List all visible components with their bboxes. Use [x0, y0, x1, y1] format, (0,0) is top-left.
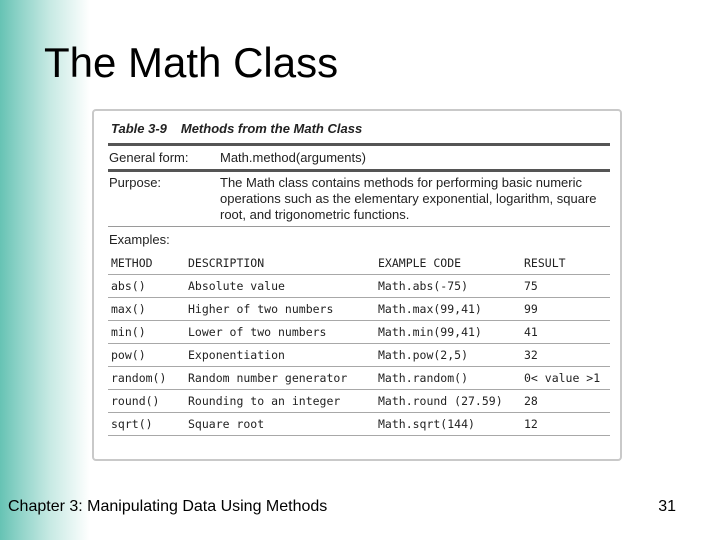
table-caption-title: Methods from the Math Class: [180, 121, 363, 136]
row-description: Exponentiation: [188, 348, 285, 362]
row-example-code: Math.random(): [378, 371, 469, 385]
row-method: random(): [111, 371, 167, 385]
row-description: Higher of two numbers: [188, 302, 334, 316]
examples-label: Examples:: [109, 232, 170, 247]
row-description: Lower of two numbers: [188, 325, 327, 339]
row-result: 99: [524, 302, 538, 316]
header-result: RESULT: [524, 256, 566, 270]
row-result: 28: [524, 394, 538, 408]
table-caption: [111, 121, 362, 136]
row-method: round(): [111, 394, 160, 408]
row-description: Rounding to an integer: [188, 394, 341, 408]
purpose-rule: [108, 226, 610, 227]
table-row: [108, 367, 610, 390]
table-row: [108, 344, 610, 367]
header-method: METHOD: [111, 256, 153, 270]
row-result: 0< value >1: [524, 371, 601, 385]
general-form-value: Math.method(arguments): [220, 150, 366, 165]
slide-footer: Chapter 3: Manipulating Data Using Methods: [8, 498, 328, 515]
row-rule: [108, 435, 610, 436]
row-example-code: Math.max(99,41): [378, 302, 482, 316]
table-row: [108, 321, 610, 344]
slide-page-number: 31: [658, 498, 676, 515]
table-row: [108, 390, 610, 413]
row-method: max(): [111, 302, 146, 316]
purpose-label: Purpose:: [109, 175, 162, 190]
table-row: [108, 275, 610, 298]
row-example-code: Math.abs(-75): [378, 279, 469, 293]
table-header-row: [108, 252, 610, 275]
row-result: 12: [524, 417, 538, 431]
row-description: Square root: [188, 417, 265, 431]
row-method: min(): [111, 325, 146, 339]
row-description: Random number generator: [188, 371, 348, 385]
general-form-rule: [108, 169, 610, 172]
row-example-code: Math.min(99,41): [378, 325, 482, 339]
row-description: Absolute value: [188, 279, 285, 293]
row-result: 32: [524, 348, 538, 362]
purpose-value: The Math class contains methods for performing basic numeric operations such as the elementary exponential, logarithm, square root, and trigonometric functions.: [220, 175, 597, 222]
math-methods-table: [92, 109, 622, 461]
header-example-code: EXAMPLE CODE: [378, 256, 462, 270]
header-description: DESCRIPTION: [188, 256, 265, 270]
table-row: [108, 298, 610, 321]
row-method: sqrt(): [111, 417, 153, 431]
row-example-code: Math.pow(2,5): [378, 348, 469, 362]
row-method: pow(): [111, 348, 146, 362]
slide-title: The Math Class: [44, 39, 339, 86]
row-result: 75: [524, 279, 538, 293]
caption-rule: [108, 143, 610, 146]
row-method: abs(): [111, 279, 146, 293]
table-row: [108, 413, 610, 436]
general-form-label: General form:: [109, 150, 189, 165]
table-caption-number: Table 3-9: [111, 121, 167, 136]
row-result: 41: [524, 325, 538, 339]
row-example-code: Math.sqrt(144): [378, 417, 475, 431]
row-example-code: Math.round (27.59): [378, 394, 503, 408]
